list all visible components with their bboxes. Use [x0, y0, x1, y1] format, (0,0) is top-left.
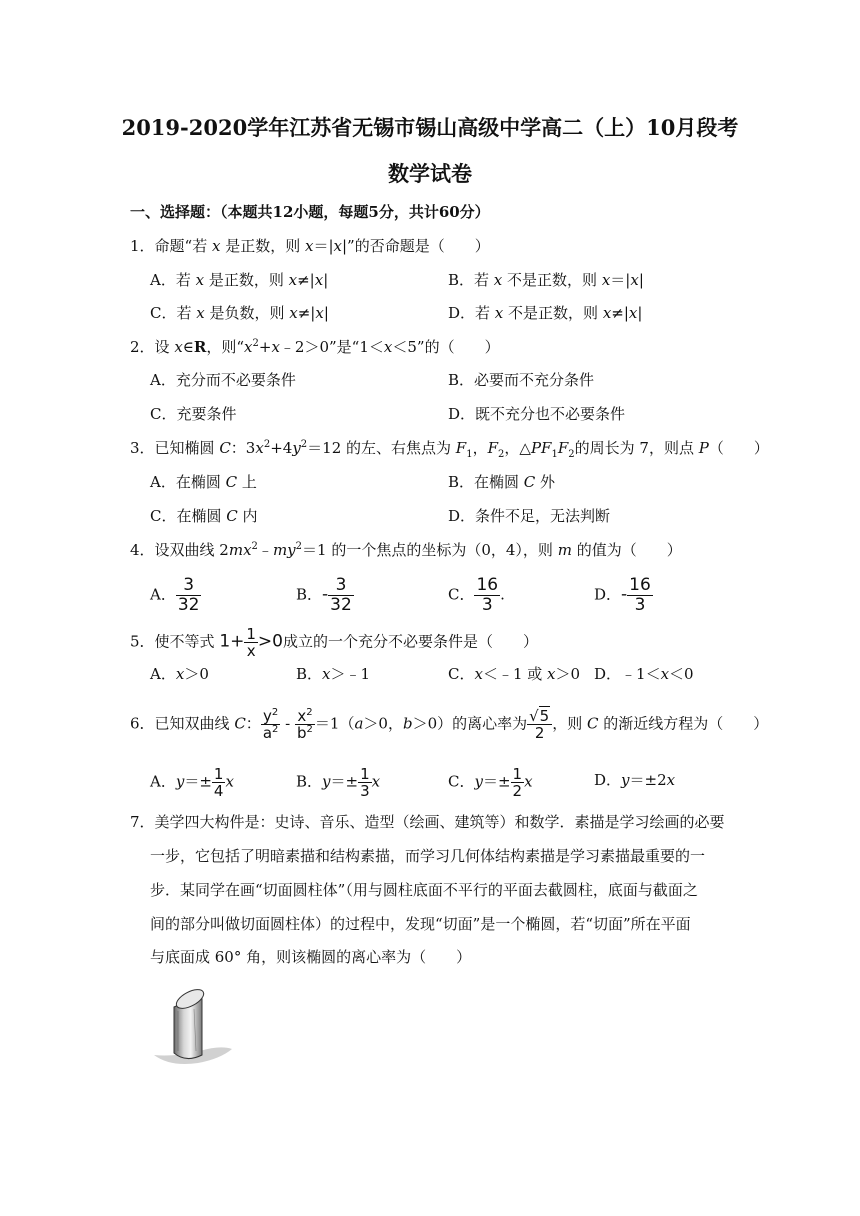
q2-option-d: D．既不充分也不必要条件 [448, 405, 626, 423]
q4-stem: 4．设双曲线 $2mx^2﹣my^2=1$ 的一个焦点的坐标为（0，4），则 m 的值为（ ） [130, 541, 682, 559]
q3-option-c: C．在椭圆 C 内 [150, 507, 258, 525]
q6-option-b: B．y＝± $\frac{1}{3}$ x [296, 765, 381, 800]
q1-option-b: B．若 x 不是正数，则 x＝|x| [448, 271, 644, 289]
page-title-line2: 数学试卷 [388, 161, 472, 186]
q1-option-c: C．若 x 是负数，则 x≠|x| [150, 304, 329, 322]
q7-line-1: 7．美学四大构件是：史诗、音乐、造型（绘画、建筑等）和数学．素描是学习绘画的必要 [130, 813, 725, 831]
q7-line-4: 间的部分叫做切面圆柱体）的过程中，发现“切面”是一个椭圆，若“切面”所在平面 [150, 915, 691, 933]
q5-option-a: A．x＞0 [150, 665, 209, 683]
section-heading: 一、选择题：（本题共12小题，每题5分，共计60分） [130, 203, 490, 221]
q5-option-b: B．x＞﹣1 [296, 665, 371, 683]
q4-option-d: D．- $\frac{16}{3}$ [594, 575, 651, 615]
q5-stem: 5．使不等式 1+ $\frac{1}{x}$ >0成立的一个充分不必要条件是（ ） [130, 625, 538, 660]
q5-option-c: C．x＜﹣1 或 x＞0 [448, 665, 581, 683]
fraction-3-32: $\frac{3}{32}$ [177, 575, 200, 615]
q1-option-a: A．若 x 是正数，则 x≠|x| [150, 271, 329, 289]
q2-stem: 2．设 x∈R，则“$x^2+x﹣2>0$”是“1＜x＜5”的（ ） [130, 338, 500, 356]
q2-option-b: B．必要而不充分条件 [448, 371, 595, 389]
q6-option-d: D．y＝±2x [594, 771, 676, 789]
q3-option-d: D．条件不足，无法判断 [448, 507, 611, 525]
q4-option-a: A． $\frac{3}{32}$ [150, 575, 200, 615]
q3-option-a: A．在椭圆 C 上 [150, 473, 257, 491]
q1-stem: 1．命题“若 x 是正数，则 x＝|x|”的否命题是（ ） [130, 237, 490, 255]
q5-option-d: D．﹣1＜x＜0 [594, 665, 694, 683]
q4-option-c: C． $\frac{16}{3}$ . [448, 575, 505, 615]
q6-option-a: A．y＝± $\frac{1}{4}$ x [150, 765, 234, 800]
truncated-cylinder-figure [150, 985, 236, 1075]
q4-option-b: B．- $\frac{3}{32}$ [296, 575, 352, 615]
q3-stem: 3．已知椭圆 C：$3x^2+4y^2=12$ 的左、右焦点为 $F_1$，$F_2$，$\triangle PF_1F_2$的周长为 7，则点 P（ ） [130, 439, 769, 460]
q7-line-3: 步．某同学在画“切面圆柱体”（用与圆柱底面不平行的平面去截圆柱，底面与截面之 [150, 881, 698, 899]
q6-option-c: C．y＝± $\frac{1}{2}$ x [448, 765, 533, 800]
q2-option-a: A．充分而不必要条件 [150, 371, 296, 389]
q6-stem: 6．已知双曲线 C： $\frac{y^2}{a^2}$ - $\frac{x^2}{b^2}$ ＝1（a＞0，b＞0）的离心率为 $\frac{√5}{2}$ ，则 C 的渐近线方程为（ ） [130, 707, 769, 742]
q1-option-d: D．若 x 不是正数，则 x≠|x| [448, 304, 643, 322]
q2-option-c: C．充要条件 [150, 405, 237, 423]
q3-option-b: B．在椭圆 C 外 [448, 473, 556, 491]
q7-line-2: 一步，它包括了明暗素描和结构素描，而学习几何体结构素描是学习素描最重要的一 [150, 847, 706, 865]
page-title-line1: 2019-2020学年江苏省无锡市锡山高级中学高二（上）10月段考 [121, 115, 739, 140]
q7-line-5: 与底面成 60° 角，则该椭圆的离心率为（ ） [150, 948, 472, 966]
